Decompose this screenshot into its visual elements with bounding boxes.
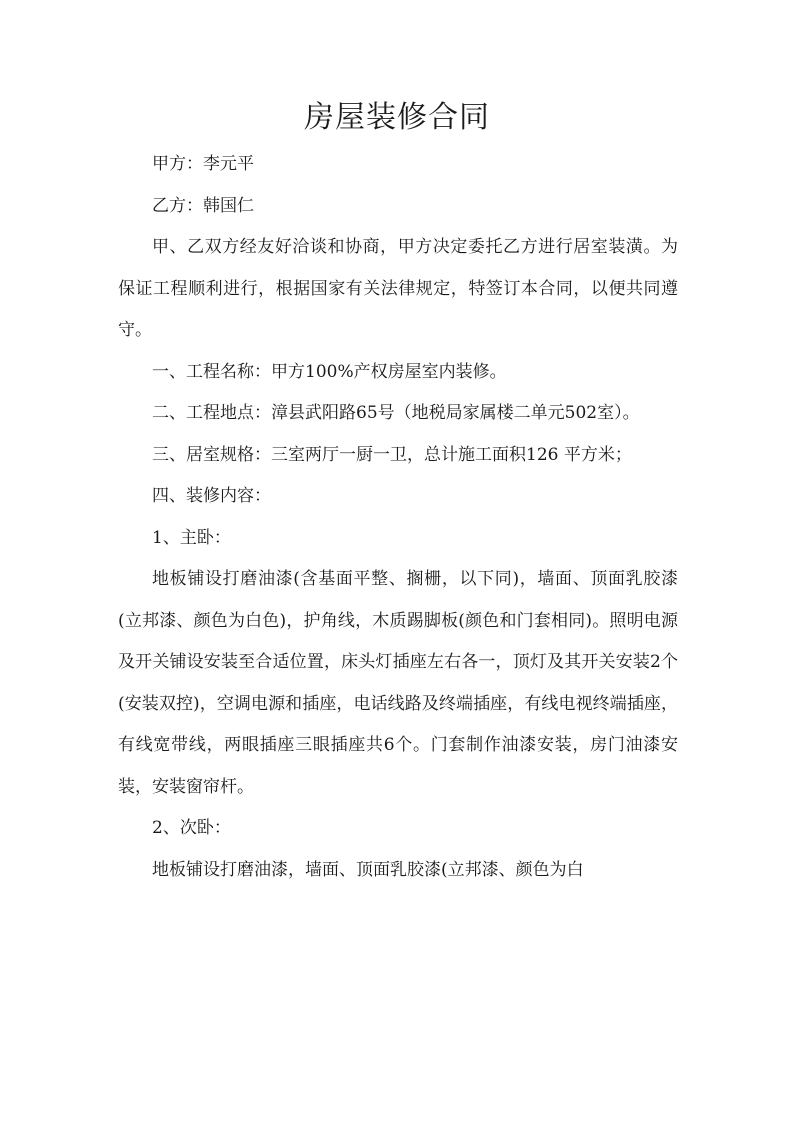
master-bedroom-details: 地板铺设打磨油漆(含基面平整、搁栅，以下同)，墙面、顶面乳胶漆(立邦漆、颜色为白色)，护角线，木质踢脚板(颜色和门套相同)。照明电源及开关铺设安装至合适位置，床头灯插座左右各一，顶灯及其开关安装2个(安装双控)，空调电源和插座，电话线路及终端插座，有线电视终端插座，有线宽带线，两眼插座三眼插座共6个。门套制作油漆安装，房门油漆安装，安装窗帘杆。 [118,569,678,797]
section-second-bedroom: 2、次卧： [152,818,231,838]
party-b-line: 乙方：韩国仁 [152,195,254,216]
clause-decoration-content: 四、装修内容： [152,486,271,506]
clause-room-spec: 三、居室规格：三室两厅一厨一卫，总计施工面积126 平方米； [152,444,632,465]
second-bedroom-details: 地板铺设打磨油漆，墙面、顶面乳胶漆(立邦漆、颜色为白 [152,859,584,880]
preamble-paragraph: 甲、乙双方经友好洽谈和协商，甲方决定委托乙方进行居室装潢。为保证工程顺利进行，根据国家有关法律规定，特签订本合同，以便共同遵守。 [118,237,678,340]
clause-project-location: 二、工程地点：漳县武阳路65号（地税局家属楼二单元502室）。 [152,403,640,423]
document-body [118,144,678,891]
document-title: 房屋装修合同 [304,100,490,135]
clause-project-name: 一、工程名称：甲方100%产权房屋室内装修。 [152,361,507,382]
party-a-line: 甲方：李元平 [152,154,254,174]
section-master-bedroom: 1、主卧： [152,527,231,548]
